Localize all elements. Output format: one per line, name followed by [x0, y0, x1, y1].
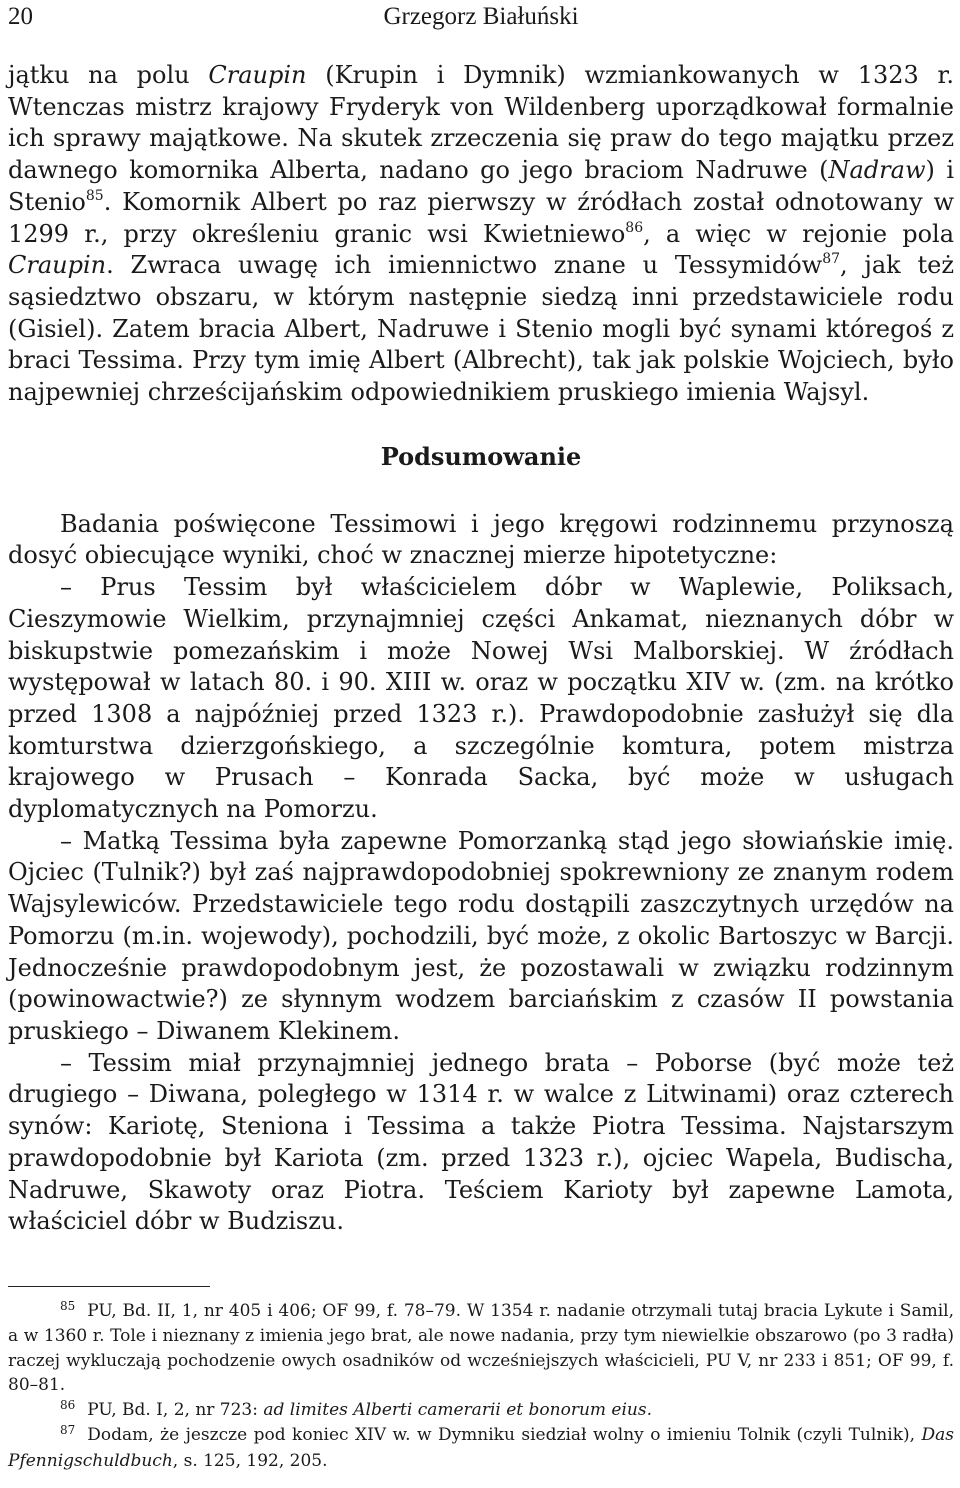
footnote-mark: 85 [60, 1298, 76, 1313]
footnote-mark: 86 [60, 1397, 76, 1412]
paragraph-summary-item-1: – Prus Tessim był właścicielem dóbr w Waplewie, Poliksach, Cieszymowie Wielkim, przynajmniej części Ankamat, nieznanych dóbr w biskupstwie pomezańskim i może Nowej Wsi Malborskiej. W źródłach występował w latach 80. i 90. XIII w. oraz w początku XIV w. (zm. na krótko przed 1308 a najpóźniej przed 1323 r.). Prawdopodobnie zasłużył się dla komturstwa dzierzgońskiego, a szczególnie komtura, potem mistrza krajowego w Prusach – Konrada Sacka, być może w usługach dyplomatycznych na Pomorzu. [8, 573, 954, 824]
text-span: . Zwraca uwagę ich imiennictwo znane u Tessymidów [106, 251, 823, 280]
footnote-87 [8, 1423, 954, 1473]
footnote-ref-86[interactable]: 86 [625, 219, 644, 236]
paragraph-summary-intro: Badania poświęcone Tessimowi i jego kręgowi rodzinnemu przynoszą dosyć obiecujące wyniki, choć w znacznej mierze hipotetyczne: [8, 509, 954, 570]
text-span: (Krupin i Dymnik) wzmiankowanych w 1323 r. Wtenczas mistrz krajowy Fryderyk von Wildenberg uporządkował formalnie ich sprawy majątkowe. Na skutek zrzeczenia się praw do tego majątku przez dawnego komornika Alberta, nadano go jego braciom Nadruwe ( [8, 61, 954, 185]
italic-term: Nadraw [828, 156, 926, 185]
footnote-text: Dodam, że jeszcze pod koniec XIV w. w Dymniku siedział wolny o imieniu Tolnik (czyli Tulnik), [87, 1425, 922, 1446]
page-number: 20 [8, 3, 33, 30]
footnote-mark: 87 [60, 1423, 76, 1438]
paragraph-summary-item-3: – Tessim miał przynajmniej jednego brata – Poborse (być może też drugiego – Diwana, poległego w 1314 r. w walce z Litwinami) oraz czterech synów: Kariotę, Steniona i Tessima a także Piotra Tessima. Najstarszym prawdopodobnie był Kariota (zm. przed 1323 r.), ojciec Wapela, Budischa, Nadruwe, Skawoty oraz Piotra. Teściem Karioty był zapewne Lamota, właściciel dóbr w Budziszu. [8, 1048, 954, 1236]
paragraph-summary-item-2: – Matką Tessima była zapewne Pomorzanką stąd jego słowiańskie imię. Ojciec (Tulnik?) był zaś najprawdopodobniej spokrewniony ze znanym rodem Wajsylewiców. Przedstawiciele tego rodu dostąpili zaszczytnych urzędów na Pomorzu (m.in. wojewody), pochodzili, być może, z okolic Bartoszyc w Barcji. Jednocześnie prawdopodobnym jest, że pozostawali w związku rodzinnym (powinowactwie?) ze słynnym wodzem barciańskim z czasów II powstania pruskiego – Diwanem Klekinem. [8, 826, 954, 1045]
text-span: , a więc w rejonie pola [643, 219, 955, 248]
text-span: , jak też sąsiedztwo obszaru, w którym następnie siedzą inni przedstawiciele rodu (Gisiel). Zatem bracia Albert, Nadruwe i Stenio mogli być synami któregoś z braci Tessima. Przy tym imię Albert (Albrecht), tak jak polskie Wojciech, było najpewniej chrześcijańskim odpowiednikiem pruskiego imienia Wajsyl. [8, 251, 954, 407]
footnote-86 [8, 1398, 954, 1424]
text-span: ) i Stenio [8, 156, 955, 216]
text-span: . Komornik Albert po raz pierwszy w źródłach został odnotowany w 1299 r., przy określeniu granic wsi Kwietniewo [8, 187, 954, 248]
footnote-text: PU, Bd. II, 1, nr 405 i 406; OF 99, f. 78–79. W 1354 r. nadanie otrzymali tutaj bracia Lykute i Samil, a w 1360 r. Tole i nieznany z imienia jego brat, ale nowe nadania, przy tym niewielkie obszarowo (po 3 radła) raczej wykluczają pochodzenie owych osadników od wcześniejszych właścicieli, PU V, nr 233 i 851; OF 99, f. 80–81. [8, 1300, 954, 1396]
section-heading: Podsumowanie [380, 441, 582, 471]
footnote-italic: ad limites Alberti camerarii et bonorum eius. [263, 1399, 652, 1420]
footnote-text: , s. 125, 192, 205. [172, 1450, 328, 1471]
footnote-ref-87[interactable]: 87 [822, 251, 841, 268]
footnote-separator [8, 1286, 210, 1287]
document-page [8, 0, 954, 1473]
page-header [8, 0, 954, 40]
text-span: jątku na polu [8, 61, 209, 89]
italic-term: Craupin [8, 251, 107, 280]
running-head: Grzegorz Białuński [383, 3, 579, 30]
footnote-italic: Das Pfennigschuldbuch [8, 1425, 954, 1471]
italic-term: Craupin [208, 61, 307, 89]
footnote-text: PU, Bd. I, 2, nr 723: [87, 1399, 264, 1420]
footnote-85 [8, 1299, 954, 1398]
footnote-ref-85[interactable]: 85 [85, 187, 104, 204]
paragraph-continuation [8, 60, 954, 409]
